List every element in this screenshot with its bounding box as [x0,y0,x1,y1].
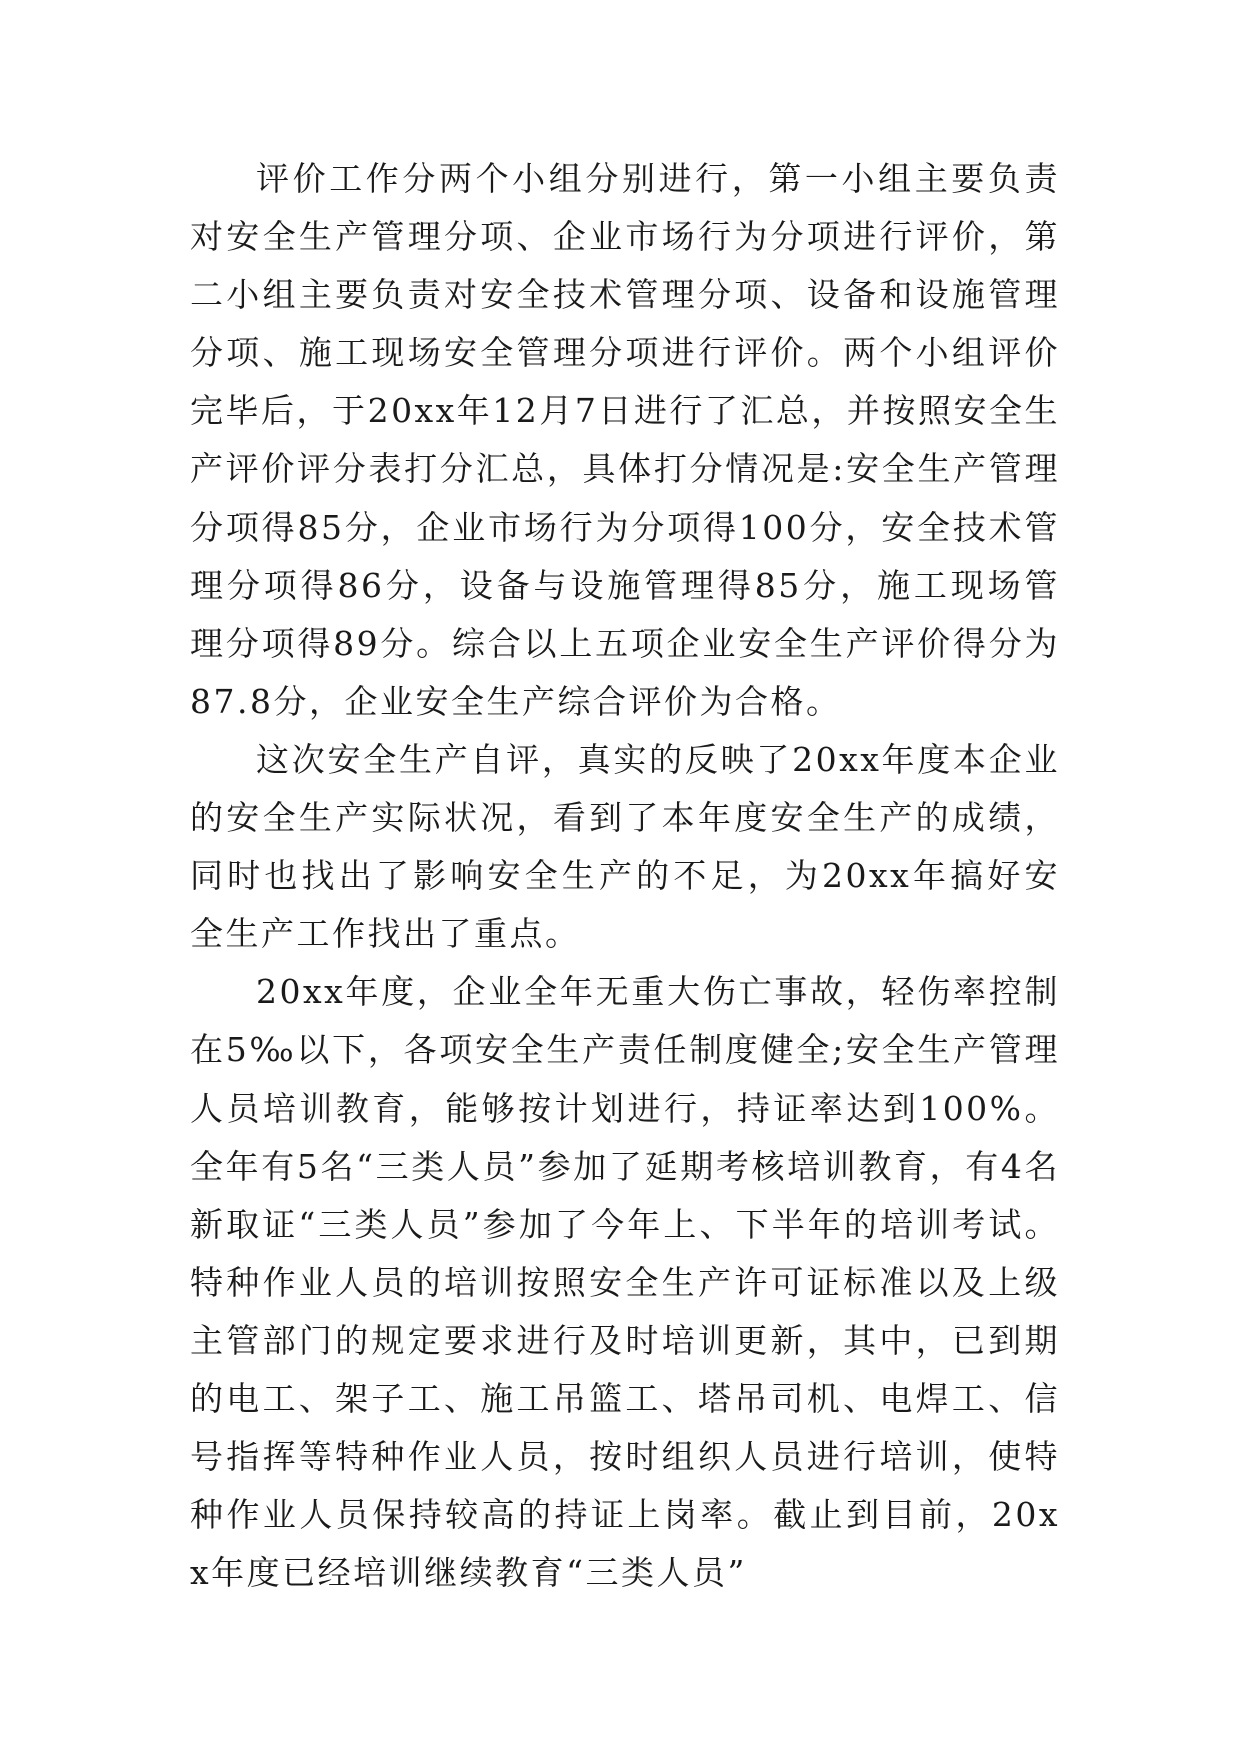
paragraph-self-assessment-summary: 这次安全生产自评，真实的反映了20xx年度本企业的安全生产实际状况，看到了本年度安全生产的成绩，同时也找出了影响安全生产的不足，为20xx年搞好安全生产工作找出了重点。 [190,739,1060,954]
paragraph-evaluation-process: 评价工作分两个小组分别进行，第一小组主要负责对安全生产管理分项、企业市场行为分项进行评价，第二小组主要负责对安全技术管理分项、设备和设施管理分项、施工现场安全管理分项进行评价。两个小组评价完毕后，于20xx年12月7日进行了汇总，并按照安全生产评价评分表打分汇总，具体打分情况是:安全生产管理分项得85分，企业市场行为分项得100分，安全技术管理分项得86分，设备与设施管理得85分，施工现场管理分项得89分。综合以上五项企业安全生产评价得分为87.8分，企业安全生产综合评价为合格。 [190,159,1060,721]
paragraph-annual-safety-results: 20xx年度，企业全年无重大伤亡事故，轻伤率控制在5‰以下，各项安全生产责任制度健全;安全生产管理人员培训教育，能够按计划进行，持证率达到100%。全年有5名“三类人员”参加了延期考核培训教育，有4名新取证“三类人员”参加了今年上、下半年的培训考试。特种作业人员的培训按照安全生产许可证标准以及上级主管部门的规定要求进行及时培训更新，其中，已到期的电工、架子工、施工吊篮工、塔吊司机、电焊工、信号指挥等特种作业人员，按时组织人员进行培训，使特种作业人员保持较高的持证上岗率。截止到目前，20xx年度已经培训继续教育“三类人员” [190,972,1060,1593]
document-body [190,150,1060,1602]
